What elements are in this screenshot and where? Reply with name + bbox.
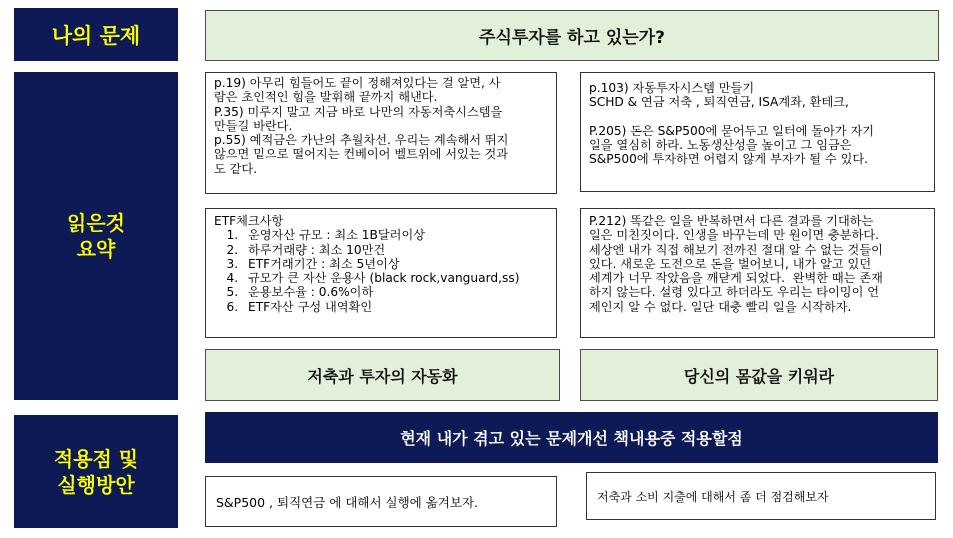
system-line: SCHD & 연금 저축 , 퇴직연금, ISA계좌, 환테크,: [589, 95, 849, 110]
apply-label-line2: 실행방안: [57, 472, 135, 497]
system-line: [589, 110, 926, 124]
etf-item: 3. ETF거래기간 : 최소 5년이상: [242, 257, 548, 271]
summary-action-panel: [580, 208, 935, 338]
system-line: 일을 열심히 하라. 노동생산성을 높이고 그 임금은: [589, 138, 852, 153]
action-left-text: S&P500 , 퇴직연금 에 대해서 실행에 옮겨보자.: [216, 494, 478, 510]
system-line: P.205) 돈은 S&P500에 묻어두고 일터에 돌아가 자기: [589, 123, 875, 138]
quote-line: P.35) 미루지 말고 지금 바로 나만의 자동저축시스템을: [214, 104, 503, 119]
problem-question-box: [205, 10, 939, 61]
action-line: P.212) 똑같은 일을 반복하면서 다른 결과를 기대하는: [589, 214, 874, 228]
keyword-right-box: [580, 349, 938, 401]
quote-line: 않으면 밑으로 떨어지는 컨베이어 벨트위에 서있는 것과: [214, 147, 509, 162]
system-line: S&P500에 투자하면 어렵지 않게 부자가 될 수 있다.: [589, 152, 868, 167]
summary-system-panel: [580, 72, 935, 192]
keyword-right-text: 당신의 몸값을 키워라: [683, 366, 835, 386]
quote-line: 도 같다.: [214, 161, 258, 176]
apply-label-line1: 적용점 및: [53, 446, 139, 471]
etf-item: 4. 규모가 큰 자산 운용사 (black rock,vanguard,ss): [242, 271, 548, 285]
quote-line: p.19) 아무리 힘들어도 끝이 정해져있다는 걸 알면, 사: [214, 76, 501, 90]
system-line: p.103) 자동투자시스템 만들기: [589, 81, 755, 95]
problem-label-text: 나의 문제: [51, 23, 141, 48]
summary-label: [14, 72, 178, 400]
action-line: 제인지 알 수 없다. 일단 대충 빨리 일을 시작하자.: [589, 299, 852, 314]
apply-label: [14, 415, 178, 528]
keyword-left-text: 저축과 투자의 자동화: [307, 366, 458, 386]
problem-question-text: 주식투자를 하고 있는가?: [479, 28, 665, 48]
action-line: 세계가 너무 작았음을 깨닫게 되었다. 완벽한 때는 존재: [589, 271, 883, 286]
etf-checklist: [214, 228, 548, 314]
summary-etf-panel: [205, 208, 557, 338]
action-right-box: [586, 472, 936, 520]
quote-line: 만들길 바란다.: [214, 118, 293, 133]
quote-line: p.55) 예적금은 가난의 추월차선. 우리는 계속해서 뛰지: [214, 133, 509, 148]
etf-item: 2. 하루거래량 : 최소 10만건: [242, 243, 548, 257]
action-line: 일은 미친짓이다. 인생을 바꾸는데 만 원이면 충분하다.: [589, 228, 880, 243]
apply-header-text: 현재 내가 겪고 있는 문제개선 책내용중 적용할점: [400, 429, 743, 448]
problem-label: [14, 8, 178, 61]
summary-label-line1: 읽은것: [67, 211, 125, 235]
summary-quotes-panel: [205, 72, 557, 194]
etf-item: 6. ETF자산 구성 내역확인: [242, 300, 548, 314]
action-left-box: [205, 476, 557, 527]
etf-item: 1. 운영자산 규모 : 최소 1B달러이상: [242, 228, 548, 242]
action-right-text: 저축과 소비 지출에 대해서 좀 더 점검해보자: [597, 489, 829, 504]
etf-item: 5. 운용보수율 : 0.6%이하: [242, 285, 548, 299]
etf-title: ETF체크사항: [214, 214, 284, 228]
action-line: 있다. 새로운 도전으로 돈을 벌어보니, 내가 알고 있던: [589, 256, 872, 271]
action-line: 세상엔 내가 직접 해보기 전까진 절대 알 수 없는 것들이: [589, 242, 883, 257]
apply-header-bar: [205, 412, 938, 463]
quote-line: 람은 초인적인 힘을 발휘해 끝까지 해낸다.: [214, 90, 438, 105]
summary-label-line2: 요약: [76, 237, 116, 261]
keyword-left-box: [205, 349, 560, 401]
action-line: 하지 않는다. 설령 있다고 하더라도 우리는 타이밍이 언: [589, 285, 880, 300]
